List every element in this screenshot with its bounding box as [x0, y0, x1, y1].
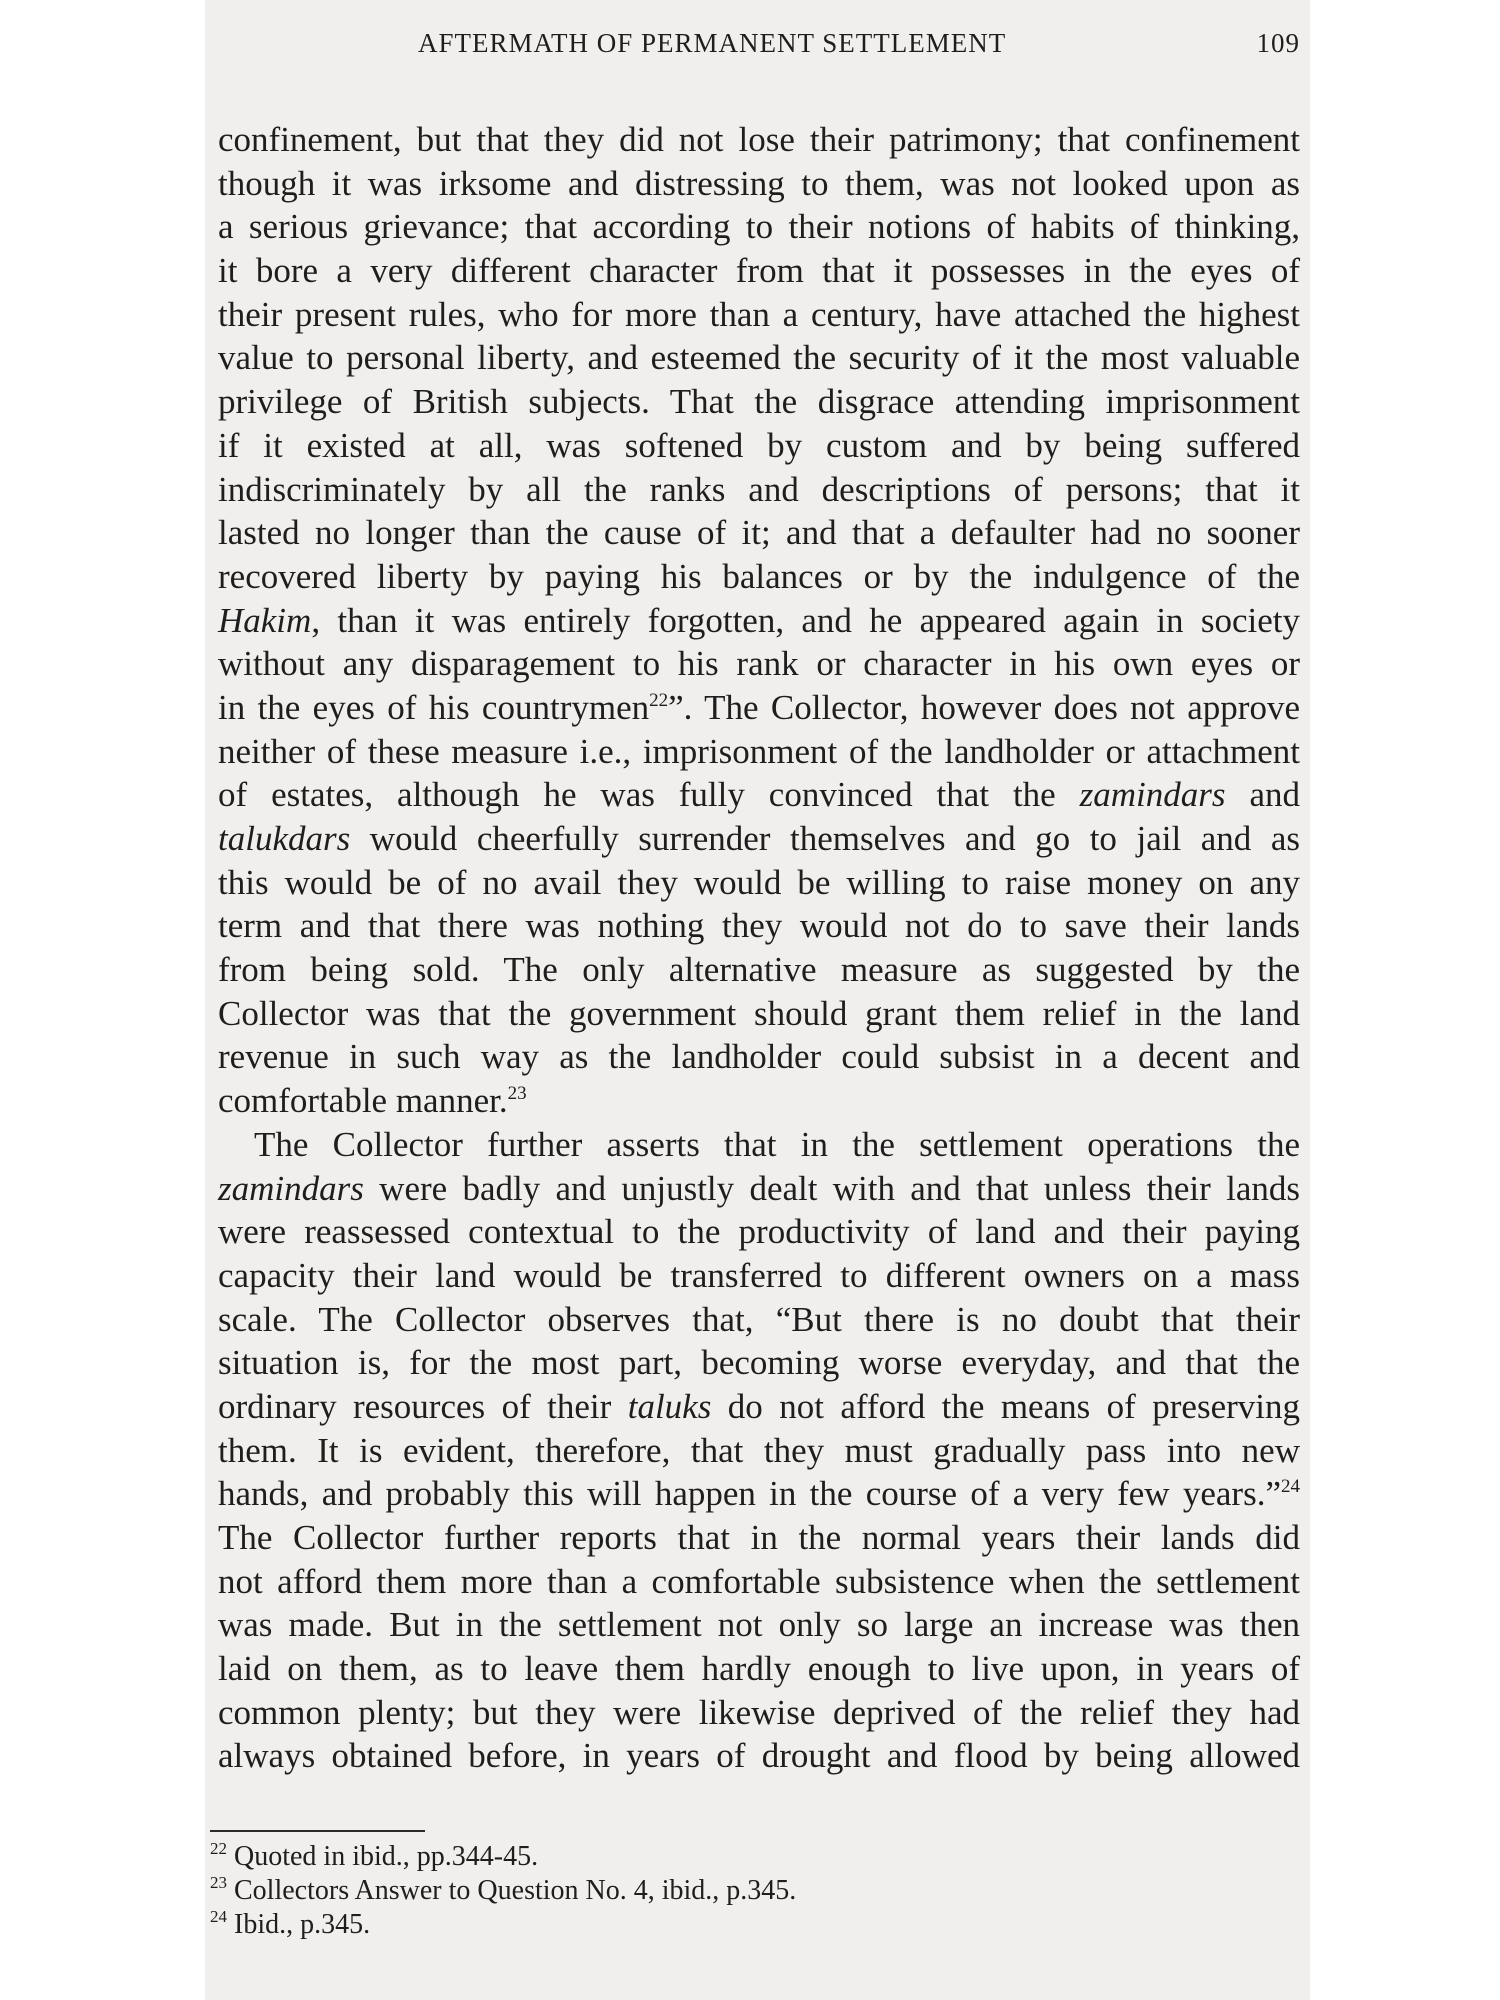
footnote-text: Collectors Answer to Question No. 4, ibid., p.345. — [234, 1875, 797, 1906]
text-line — [218, 817, 1300, 861]
page-header — [220, 28, 1300, 68]
text-run: of estates, although he was fully convinced that the — [218, 775, 1080, 815]
text-line — [218, 162, 1300, 206]
text-line — [218, 1385, 1300, 1429]
text-line — [218, 205, 1300, 249]
page-number: 109 — [1256, 28, 1300, 58]
text-run: privilege of British subjects. That the disgrace attending imprisonment — [218, 382, 1300, 422]
text-line — [218, 1472, 1300, 1516]
text-run: if it existed at all, was softened by custom and by being suffered — [218, 425, 1300, 465]
text-line — [218, 992, 1300, 1036]
text-run: hands, and probably this will happen in the course of a very few years.” — [218, 1474, 1281, 1514]
text-line — [218, 511, 1300, 555]
text-line — [218, 1254, 1300, 1298]
italic-term: zamindars — [1079, 775, 1226, 815]
text-line — [218, 773, 1300, 817]
text-run: common plenty; but they were likewise deprived of the relief they had — [218, 1692, 1300, 1732]
body-text — [218, 118, 1300, 1778]
text-run: always obtained before, in years of drought and flood by being allowed — [218, 1736, 1300, 1776]
footnote-ref: 24 — [1281, 1476, 1300, 1498]
text-line — [218, 1647, 1300, 1691]
text-run: laid on them, as to leave them hardly enough to live upon, in years of — [218, 1649, 1300, 1689]
running-head: AFTERMATH OF PERMANENT SETTLEMENT — [418, 28, 1007, 58]
text-line — [218, 380, 1300, 424]
text-line — [218, 1429, 1300, 1473]
text-line — [218, 1167, 1300, 1211]
text-run: value to personal liberty, and esteemed the security of it the most valuable — [218, 338, 1300, 378]
text-run: were badly and unjustly dealt with and that unless their lands — [363, 1168, 1300, 1208]
text-line — [218, 336, 1300, 380]
text-run: not afford them more than a comfortable subsistence when the settlement — [218, 1561, 1300, 1601]
footnote — [210, 1908, 1210, 1942]
text-run: a serious grievance; that according to their notions of habits of thinking, — [218, 207, 1300, 247]
text-run: confinement, but that they did not lose their patrimony; that confinement — [218, 120, 1300, 159]
text-line — [218, 599, 1300, 643]
italic-term: talukdars — [218, 819, 351, 858]
footnote-number: 22 — [210, 1839, 227, 1858]
footnote-number: 24 — [210, 1907, 227, 1926]
text-line — [218, 730, 1300, 774]
footnote-ref: 23 — [507, 1083, 527, 1105]
text-run: , than it was entirely forgotten, and he appeared again in society — [311, 600, 1300, 640]
text-line — [218, 424, 1300, 468]
text-line — [218, 555, 1300, 599]
text-line — [218, 1691, 1300, 1735]
text-run: was made. But in the settlement not only so large an increase was then — [218, 1605, 1300, 1645]
text-run: situation is, for the most part, becoming worse everyday, and that the — [218, 1343, 1300, 1383]
footnotes — [210, 1840, 1210, 1942]
text-run: recovered liberty by paying his balances or by the indulgence of the — [218, 556, 1300, 596]
text-run: lasted no longer than the cause of it; and that a defaulter had no sooner — [218, 513, 1300, 553]
text-run: this would be of no avail they would be willing to raise money on any — [218, 862, 1300, 902]
text-run: comfortable manner. — [218, 1081, 508, 1121]
footnote-number: 23 — [210, 1873, 227, 1892]
text-run: term and that there was nothing they would not do to save their lands — [218, 906, 1300, 946]
text-line — [218, 293, 1300, 337]
text-run: though it was irksome and distressing to them, was not looked upon as — [218, 163, 1300, 203]
text-run: The Collector further reports that in the normal years their lands did — [218, 1518, 1300, 1557]
text-run: do not afford the means of preserving — [711, 1386, 1300, 1426]
text-run: would cheerfully surrender themselves and go to jail and as — [350, 819, 1300, 858]
text-line — [218, 948, 1300, 992]
text-line — [218, 1210, 1300, 1254]
text-line — [218, 1734, 1300, 1778]
text-run: ordinary resources of their — [218, 1386, 628, 1426]
text-run: their present rules, who for more than a century, have attached the highest — [218, 294, 1300, 334]
text-run: in the eyes of his countrymen — [218, 687, 650, 727]
text-line — [218, 1079, 1300, 1123]
text-run: Collector was that the government should grant them relief in the land — [218, 993, 1300, 1033]
text-line — [218, 861, 1300, 905]
text-line — [218, 642, 1300, 686]
text-line — [218, 686, 1300, 730]
text-line — [218, 1341, 1300, 1385]
text-run: ”. The Collector, however does not approve — [668, 687, 1300, 727]
footnote-separator — [210, 1830, 425, 1832]
text-line — [218, 904, 1300, 948]
footnote — [210, 1840, 1210, 1874]
text-line — [218, 468, 1300, 512]
text-run: neither of these measure i.e., imprisonment of the landholder or attachment — [218, 731, 1300, 771]
text-run: were reassessed contextual to the productivity of land and their paying — [218, 1212, 1300, 1252]
text-run: capacity their land would be transferred to different owners on a mass — [218, 1255, 1300, 1295]
text-run: indiscriminately by all the ranks and descriptions of persons; that it — [218, 469, 1300, 509]
footnote-text: Quoted in ibid., pp.344-45. — [234, 1841, 539, 1872]
text-line — [218, 1298, 1300, 1342]
text-line — [218, 1560, 1300, 1604]
text-run: and — [1225, 775, 1300, 815]
text-run: them. It is evident, therefore, that they must gradually pass into new — [218, 1430, 1300, 1470]
italic-term: taluks — [627, 1386, 712, 1426]
text-line — [218, 249, 1300, 293]
text-run: The Collector further asserts that in the settlement operations the — [254, 1124, 1300, 1164]
text-line — [218, 1035, 1300, 1079]
text-run: revenue in such way as the landholder could subsist in a decent and — [218, 1037, 1300, 1077]
text-run: from being sold. The only alternative measure as suggested by the — [218, 950, 1300, 990]
text-line — [218, 118, 1300, 162]
italic-term: Hakim — [218, 600, 312, 640]
text-line — [218, 1516, 1300, 1560]
italic-term: zamindars — [218, 1168, 364, 1208]
text-run: scale. The Collector observes that, “But there is no doubt that their — [218, 1299, 1300, 1339]
footnote-ref: 22 — [649, 689, 669, 711]
text-line — [218, 1123, 1300, 1167]
text-run: it bore a very different character from that it possesses in the eyes of — [218, 251, 1300, 291]
footnote — [210, 1874, 1210, 1908]
footnote-text: Ibid., p.345. — [234, 1909, 371, 1940]
text-line — [218, 1603, 1300, 1647]
text-run: without any disparagement to his rank or character in his own eyes or — [218, 644, 1300, 684]
